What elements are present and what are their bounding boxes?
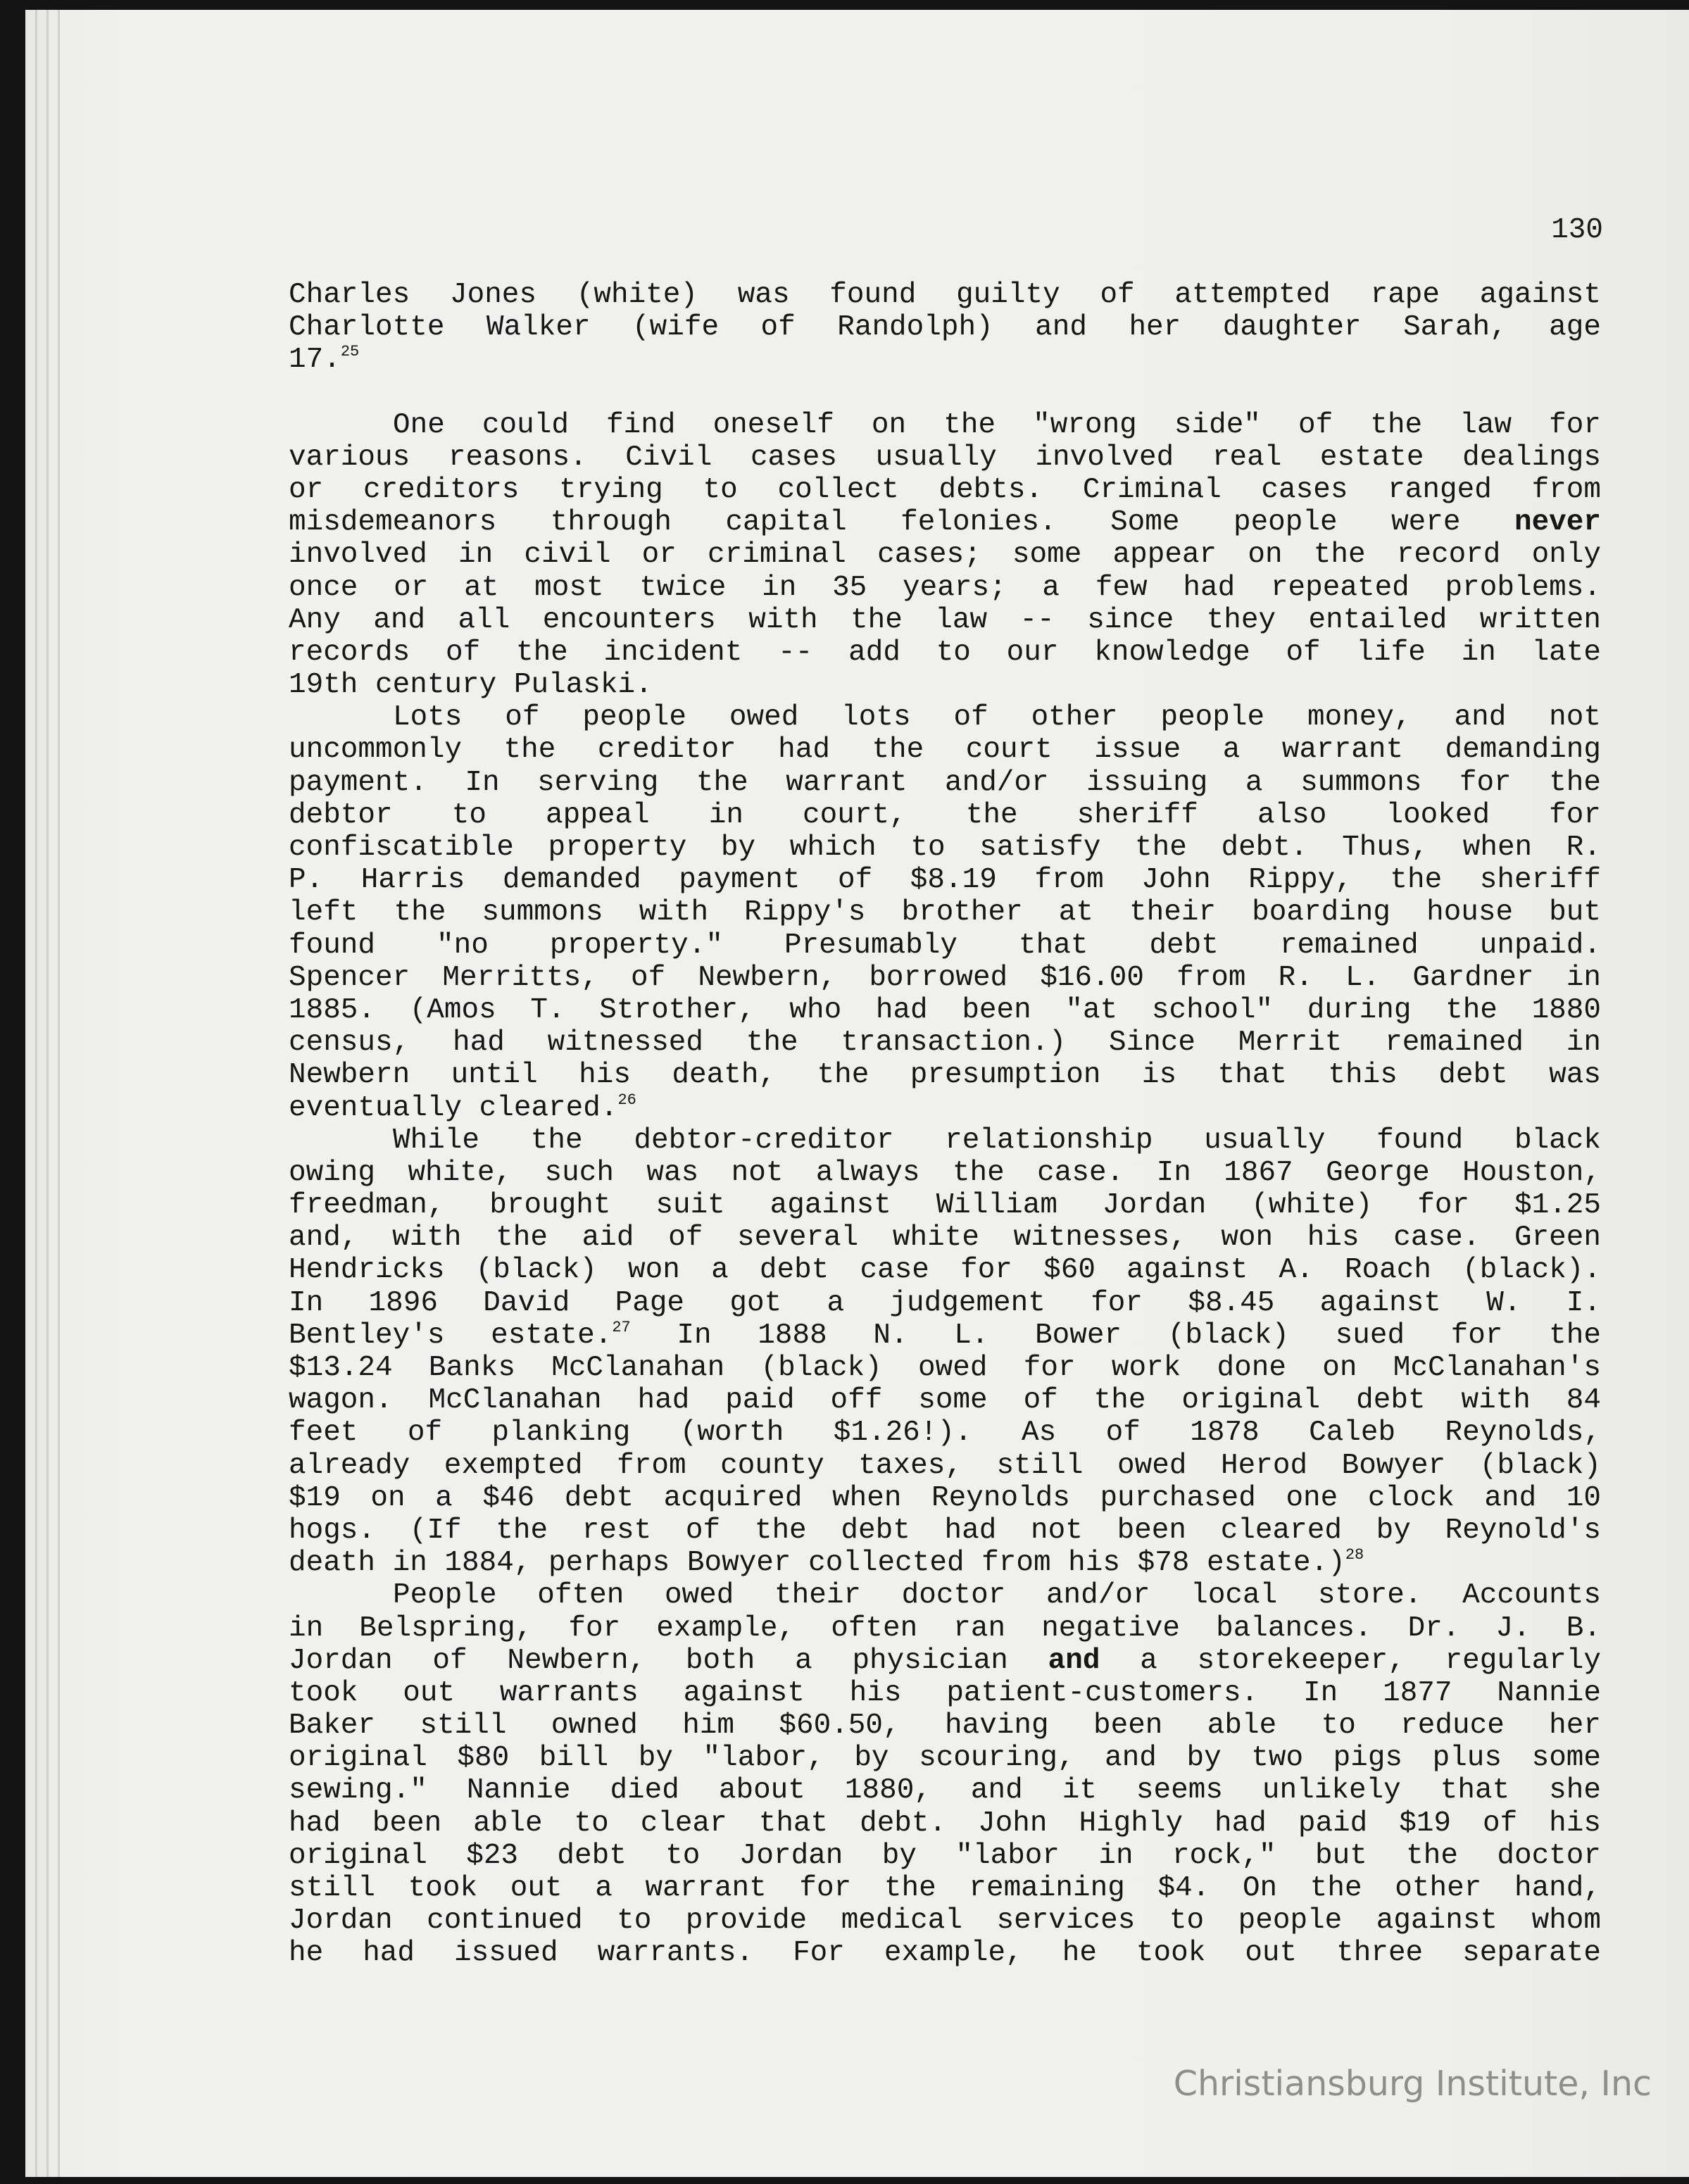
line-text: Bentley's estate.	[289, 1319, 613, 1352]
line-text: original $80 bill by "labor, by scouring, and by two pigs plus some	[289, 1742, 1601, 1775]
footnote-marker: 27	[612, 1318, 631, 1336]
paragraph	[289, 1579, 1601, 1969]
line-text: eventually cleared.	[289, 1091, 618, 1124]
line-text: left the summons with Rippy's brother at their boarding house but	[289, 896, 1601, 929]
text-line	[289, 604, 1601, 636]
line-text: uncommonly the creditor had the court issue a warrant demanding	[289, 734, 1601, 767]
line-text: payment. In serving the warrant and/or issuing a summons for the	[289, 766, 1601, 799]
line-text: Charles Jones (white) was found guilty of attempted rape against	[289, 279, 1601, 311]
line-text: Baker still owned him $60.50, having been able to reduce her	[289, 1709, 1601, 1743]
line-text: $13.24 Banks McClanahan (black) owed for work done on McClanahan's	[289, 1352, 1601, 1384]
text-line	[289, 572, 1601, 604]
text-line	[289, 636, 1601, 669]
text-line	[289, 929, 1601, 962]
text-line	[289, 1092, 1601, 1124]
text-line	[289, 1612, 1601, 1645]
text-line	[289, 1417, 1601, 1449]
text-line	[289, 864, 1601, 896]
text-line	[289, 701, 1601, 734]
footnote-marker: 28	[1345, 1546, 1364, 1564]
text-line	[289, 1774, 1601, 1807]
line-text: death in 1884, perhaps Bowyer collected from his $78 estate.)	[289, 1547, 1345, 1580]
text-line	[289, 669, 1601, 701]
emphasis: never	[1514, 506, 1601, 539]
text-line	[289, 1450, 1601, 1482]
text-line	[289, 1287, 1601, 1319]
watermark: Christiansburg Institute, Inc	[1173, 2064, 1652, 2104]
line-text: already exempted from county taxes, still owed Herod Bowyer (black)	[289, 1449, 1601, 1482]
text-line	[289, 1254, 1601, 1286]
text-line	[289, 1807, 1601, 1840]
text-line	[289, 896, 1601, 929]
text-line	[289, 994, 1601, 1027]
footnote-marker: 26	[617, 1091, 636, 1109]
line-text: 1885. (Amos T. Strother, who had been "at school" during the 1880	[289, 993, 1601, 1027]
line-text: and, with the aid of several white witnesses, won his case. Green	[289, 1222, 1601, 1255]
text-line	[289, 1027, 1601, 1059]
text-line	[289, 474, 1601, 506]
line-text: various reasons. Civil cases usually involved real estate dealings	[289, 441, 1601, 474]
text-line	[289, 1059, 1601, 1091]
line-text: found "no property." Presumably that debt remained unpaid.	[289, 929, 1601, 962]
page-edge	[46, 10, 49, 2177]
line-text: People often owed their doctor and/or local store. Accounts	[393, 1579, 1601, 1612]
line-text: feet of planking (worth $1.26!). As of 1878 Caleb Reynolds,	[289, 1417, 1601, 1450]
line-text: misdemeanors through capital felonies. Some people were	[289, 506, 1514, 539]
text-line	[289, 1645, 1601, 1677]
emphasis: and	[1048, 1644, 1100, 1677]
line-text: sewing." Nannie died about 1880, and it seems unlikely that she	[289, 1774, 1601, 1807]
line-text: hogs. (If the rest of the debt had not been cleared by Reynold's	[289, 1514, 1601, 1547]
text-line	[289, 1482, 1601, 1514]
line-text: $19 on a $46 debt acquired when Reynolds purchased one clock and 10	[289, 1481, 1601, 1514]
text-line	[289, 1840, 1601, 1872]
text-line	[289, 441, 1601, 474]
text-line	[289, 734, 1601, 766]
line-text: Lots of people owed lots of other people money, and not	[393, 701, 1601, 734]
text-line	[289, 962, 1601, 994]
line-text: wagon. McClanahan had paid off some of the original debt with 84	[289, 1384, 1601, 1417]
page-edge	[58, 10, 60, 2177]
line-text: Any and all encounters with the law -- since they entailed written	[289, 603, 1601, 636]
line-text: records of the incident -- add to our knowledge of life in late	[289, 636, 1601, 669]
line-text: had been able to clear that debt. John Highly had paid $19 of his	[289, 1807, 1601, 1840]
text-line	[289, 539, 1601, 571]
line-text: census, had witnessed the transaction.) Since Merrit remained in	[289, 1027, 1601, 1060]
text-line	[289, 1352, 1601, 1384]
line-text: owing white, such was not always the case. In 1867 George Houston,	[289, 1156, 1601, 1189]
line-text: once or at most twice in 35 years; a few had repeated problems.	[289, 571, 1601, 604]
line-text: One could find oneself on the "wrong side" of the law for	[393, 408, 1601, 441]
text-line	[289, 799, 1601, 831]
text-line	[289, 409, 1601, 441]
text-line	[289, 1384, 1601, 1417]
line-text: Newbern until his death, the presumption is that this debt was	[289, 1059, 1601, 1092]
text-line	[289, 344, 1601, 376]
line-text: Jordan continued to provide medical services to people against whom	[289, 1904, 1601, 1938]
body-text	[289, 279, 1601, 1970]
footnote-marker: 25	[340, 343, 360, 361]
text-line	[289, 1319, 1601, 1352]
text-line	[289, 1709, 1601, 1742]
text-line	[289, 1904, 1601, 1937]
line-text: 17.	[289, 344, 341, 377]
line-text: Jordan of Newbern, both a physician	[289, 1644, 1048, 1677]
line-text: Spencer Merritts, of Newbern, borrowed $16.00 from R. L. Gardner in	[289, 961, 1601, 994]
line-text: While the debtor-creditor relationship usually found black	[393, 1124, 1601, 1157]
text-line	[289, 1742, 1601, 1774]
paragraph	[289, 701, 1601, 1124]
text-line	[289, 1677, 1601, 1709]
line-text: In 1896 David Page got a judgement for $8.45 against W. I.	[289, 1286, 1601, 1319]
line-text: in Belspring, for example, often ran negative balances. Dr. J. B.	[289, 1612, 1601, 1645]
scanned-page	[25, 10, 1689, 2177]
paragraph	[289, 1124, 1601, 1580]
line-text-tail: In 1888 N. L. Bower (black) sued for the	[630, 1319, 1601, 1352]
paragraph	[289, 279, 1601, 377]
paragraph	[289, 409, 1601, 702]
line-text: freedman, brought suit against William Jordan (white) for $1.25	[289, 1189, 1601, 1222]
line-text: debtor to appeal in court, the sheriff also looked for	[289, 798, 1601, 831]
text-line	[289, 279, 1601, 311]
text-line	[289, 831, 1601, 864]
text-line	[289, 1937, 1601, 1969]
line-text: involved in civil or criminal cases; some appear on the record only	[289, 539, 1601, 572]
text-line	[289, 1124, 1601, 1157]
text-line	[289, 1157, 1601, 1189]
line-text: took out warrants against his patient-customers. In 1877 Nannie	[289, 1676, 1601, 1709]
text-line	[289, 1514, 1601, 1547]
line-text: still took out a warrant for the remaining $4. On the other hand,	[289, 1872, 1601, 1904]
text-line	[289, 1579, 1601, 1612]
line-text: original $23 debt to Jordan by "labor in rock," but the doctor	[289, 1839, 1601, 1872]
page-edge	[35, 10, 37, 2177]
text-line	[289, 767, 1601, 799]
text-line	[289, 1547, 1601, 1579]
line-text-tail: a storekeeper, regularly	[1100, 1644, 1601, 1677]
line-text: P. Harris demanded payment of $8.19 from John Rippy, the sheriff	[289, 864, 1601, 897]
text-line	[289, 1189, 1601, 1222]
text-line	[289, 311, 1601, 344]
text-line	[289, 1222, 1601, 1254]
text-line	[289, 506, 1601, 539]
line-text: Hendricks (black) won a debt case for $60 against A. Roach (black).	[289, 1254, 1601, 1287]
line-text: or creditors trying to collect debts. Criminal cases ranged from	[289, 473, 1601, 506]
page-number: 130	[1551, 214, 1603, 246]
line-text: Charlotte Walker (wife of Randolph) and her daughter Sarah, age	[289, 311, 1601, 344]
line-text: 19th century Pulaski.	[289, 669, 653, 702]
text-line	[289, 1872, 1601, 1904]
line-text: he had issued warrants. For example, he took out three separate	[289, 1937, 1601, 1970]
line-text: confiscatible property by which to satisfy the debt. Thus, when R.	[289, 831, 1601, 864]
